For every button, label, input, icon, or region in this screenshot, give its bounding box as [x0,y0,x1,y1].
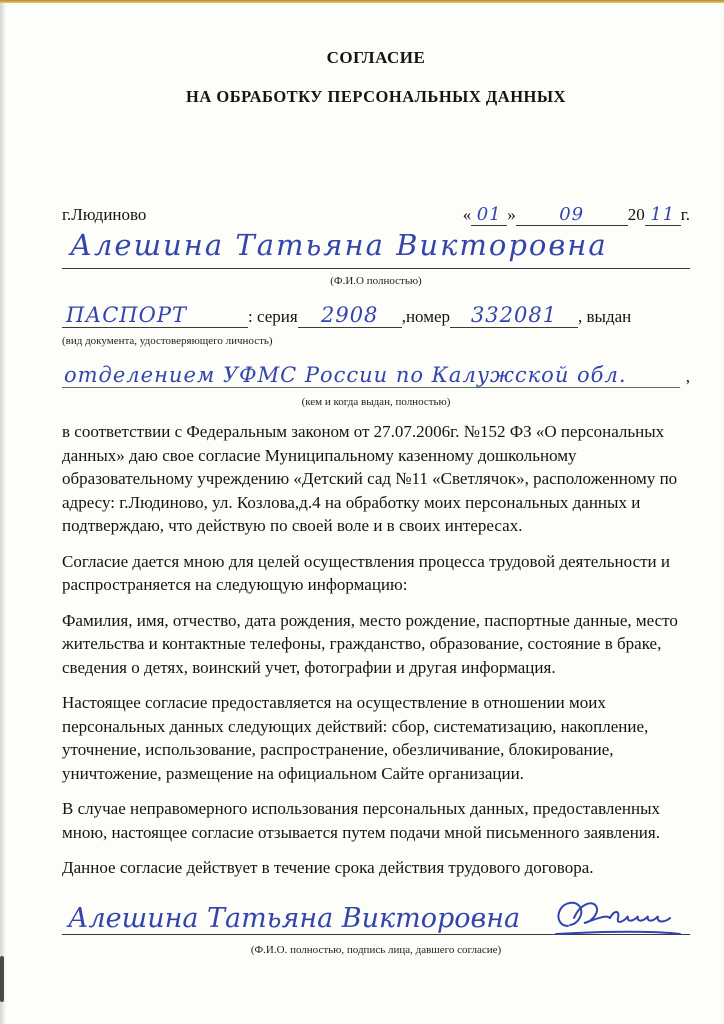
paragraph-revocation: В случае неправомерного использования персональных данных, предоставленных мною, настоящее согласие отзывается путем подачи мной письменного заявления. [62,799,661,842]
paragraph-purpose: Согласие дается мною для целей осуществления процесса трудовой деятельности и распространяется на следующую информацию: [62,551,670,594]
issued-comma: , [685,367,690,386]
signature-scribble [554,896,684,942]
signature-field [62,892,690,935]
date-day-field: 01 [471,204,507,226]
issued-label: , выдан [578,307,632,326]
document-subtitle: НА ОБРАБОТКУ ПЕРСОНАЛЬНЫХ ДАННЫХ [186,87,566,106]
signature-caption: (Ф.И.О. полностью, подпись лица, давшего согласие) [250,943,502,956]
signature-handwritten-name: Алешина Татьяна Викторовна [68,902,521,934]
issued-by-caption: (кем и когда выдан, полностью) [301,396,451,408]
series-label: : серия [248,307,298,326]
date-suffix: г. [680,205,690,224]
date-open-quote: « [462,205,472,224]
fio-caption: (Ф.И.О полностью) [330,275,422,287]
issued-by-row [62,355,690,388]
number-label: ,номер [401,307,451,326]
paragraph-actions: Настоящее согласие предоставляется на осуществление в отношении моих персональных данных следующих действий: сбор, систематизацию, накопление, уточнение, использование, распространение, обезличивание, блокирование, уничтожение, размещение на официальном Сайте организации. [62,693,649,783]
passport-row [62,303,690,328]
doc-type-field: ПАСПОРТ [62,303,248,328]
number-field: 332081 [450,303,578,328]
doc-type-caption: (вид документа, удостоверяющего личность) [62,335,273,347]
date-close-quote: » [507,205,516,224]
city-date-row [62,204,690,226]
issued-by-handwritten-value: отделением УФМС России по Калужской обл. [64,363,627,387]
paragraph-law-reference: в соответствии с Федеральным законом от 27.07.2006г. №152 ФЗ «О персональных данных» даю свое согласие Муниципальному казенному дошкольному образовательному учреждению «Детский сад №11 «Светлячок», расположенному по адресу: г.Людиново, ул. Козлова,д.4 на обработку моих персональных данных и подтверждаю, что действую по своей воле и в своих интересах. [62,422,678,535]
scan-artifact [0,956,4,1002]
fio-handwritten-value: Алешина Татьяна Викторовна [70,228,608,262]
series-field: 2908 [298,303,402,328]
city-label: г.Людиново [62,205,147,224]
document-title: СОГЛАСИЕ [326,48,426,67]
date-year-field: 11 [645,204,681,226]
paragraph-data-list: Фамилия, имя, отчество, дата рождения, место рождение, паспортные данные, место жительства и контактные телефоны, гражданство, образование, состояние в браке, сведения о детях, воинский учет, фотографии и другая информация. [62,610,678,677]
date-block [463,204,690,226]
paragraph-validity: Данное согласие действует в течение срока действия трудового договора. [62,858,594,877]
date-month-field: 09 [516,204,628,226]
issued-by-field [62,355,680,388]
fio-field [62,228,690,269]
year-prefix: 20 [627,205,645,224]
body-paragraphs [62,420,690,880]
